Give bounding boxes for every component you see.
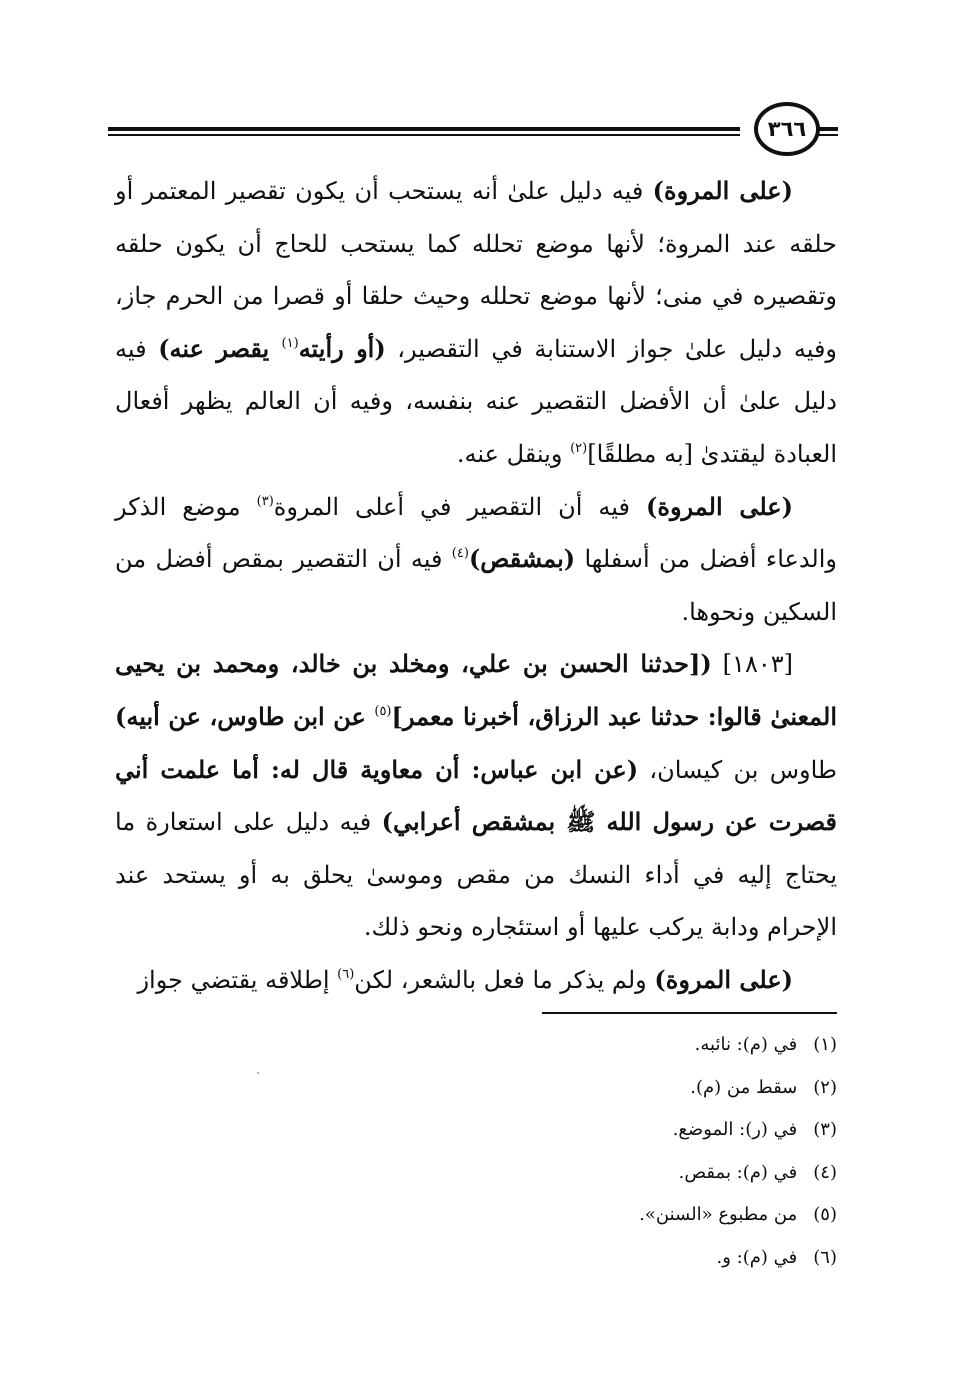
bold-phrase: عن ابن طاوس، عن أبيه) <box>115 701 375 731</box>
header-rule-right-thin <box>818 134 838 136</box>
footnote-number: (٥) <box>813 1204 837 1226</box>
bold-phrase: (أو رأيته <box>298 333 386 363</box>
footnote-text: في (م): بمقص. <box>678 1161 798 1183</box>
paragraph-3 <box>115 638 837 954</box>
footnote-number: (١) <box>813 1034 837 1055</box>
footnote-ref: (٢) <box>570 440 588 456</box>
footnote-separator <box>542 1012 837 1014</box>
page-header <box>108 98 838 160</box>
footnote-text: من مطبوع «السنن». <box>639 1204 798 1226</box>
text-run: فيه دليل علىٰ أن الأفضل التقصير عنه بنفسه، وفيه أن العالم يظهر أفعال العبادة ليقتدىٰ [به مطلقًا] <box>115 334 837 468</box>
text-run: فيه دليل علىٰ أنه يستحب أن يكون تقصير المعتمر أو حلقه عند المروة؛ لأنها موضع تحلله كما يستحب للحاج أن يكون حلقه وتقصيره في منى؛ لأنها موضع تحلله وحيث حلقا أو قصرا من الحرم جاز، وفيه دليل علىٰ جواز الاستنابة في التقصير، <box>115 177 838 363</box>
footnote-number: (٢) <box>813 1076 837 1098</box>
text-run: ولم يذكر ما فعل بالشعر، لكن <box>354 965 655 994</box>
body-text <box>115 165 837 1007</box>
footnote-number: (٣) <box>813 1119 837 1141</box>
paragraph-1 <box>115 165 837 481</box>
bold-phrase: ([حدثنا الحسن بن علي، ومخلد بن خالد، ومحمد بن يحيى المعنىٰ قالوا: حدثنا عبد الرزاق، أخبرنا معمر] <box>115 649 837 731</box>
bold-phrase: (على المروة) <box>652 176 793 205</box>
paragraph-4 <box>115 954 837 1007</box>
text-run: إطلاقه يقتضي جواز <box>137 965 338 994</box>
text-run: فيه دليل على استعارة ما يحتاج إليه في أداء النسك من مقص وموسىٰ يحلق به أو يستحد عند الإحرام ودابة يركب عليها أو استئجاره ونحو ذلك. <box>115 808 837 942</box>
footnote-text: في (م): و. <box>716 1246 798 1268</box>
paragraph-2 <box>115 481 837 639</box>
footnote-ref: (٤) <box>451 546 469 562</box>
footnote-item <box>300 1152 837 1195</box>
footnote-text: في (م): نائبه. <box>694 1034 798 1055</box>
text-run: موضع الذكر والدعاء أفضل من أسفلها <box>115 492 837 574</box>
footnote-ref: (٦) <box>337 966 355 982</box>
text-run: فيه أن التقصير في أعلى المروة <box>273 492 647 521</box>
bold-phrase: (بمشقص) <box>468 544 576 574</box>
header-rule <box>108 127 740 131</box>
footnote-item <box>300 1024 837 1067</box>
bold-phrase: (على المروة) <box>646 491 793 521</box>
footnote-ref: (١) <box>281 335 299 351</box>
text-run: وينقل عنه. <box>456 439 571 468</box>
footnote-ref: (٣) <box>256 493 274 509</box>
footnote-item <box>300 1237 837 1280</box>
footnote-text: في (ر): الموضع. <box>672 1119 798 1141</box>
footnote-number: (٤) <box>813 1161 837 1183</box>
bold-phrase: يقصر عنه) <box>158 333 282 363</box>
page-number: ٣٦٦ <box>754 102 820 156</box>
footnote-text: سقط من (م). <box>690 1076 798 1098</box>
scan-speck <box>257 1072 259 1074</box>
footnote-item <box>300 1109 837 1152</box>
footnotes-list <box>300 1024 837 1280</box>
bold-phrase: (عن ابن عباس: أن معاوية قال له: أما علمت أني قصرت عن رسول الله ﷺ بمشقص أعرابي) <box>115 754 838 837</box>
header-rule-thin <box>108 134 740 136</box>
header-rule-right <box>818 127 838 131</box>
hadith-number: [١٨٠٣] <box>711 650 793 679</box>
footnote-ref: (٥) <box>374 703 392 719</box>
footnote-item <box>300 1194 837 1237</box>
footnote-number: (٦) <box>813 1246 837 1268</box>
text-run: فيه أن التقصير بمقص أفضل من السكين ونحوها. <box>115 545 837 626</box>
bold-phrase: (على المروة) <box>654 964 793 994</box>
footnote-item <box>300 1067 837 1110</box>
text-run: طاوس بن كيسان، <box>638 755 837 784</box>
